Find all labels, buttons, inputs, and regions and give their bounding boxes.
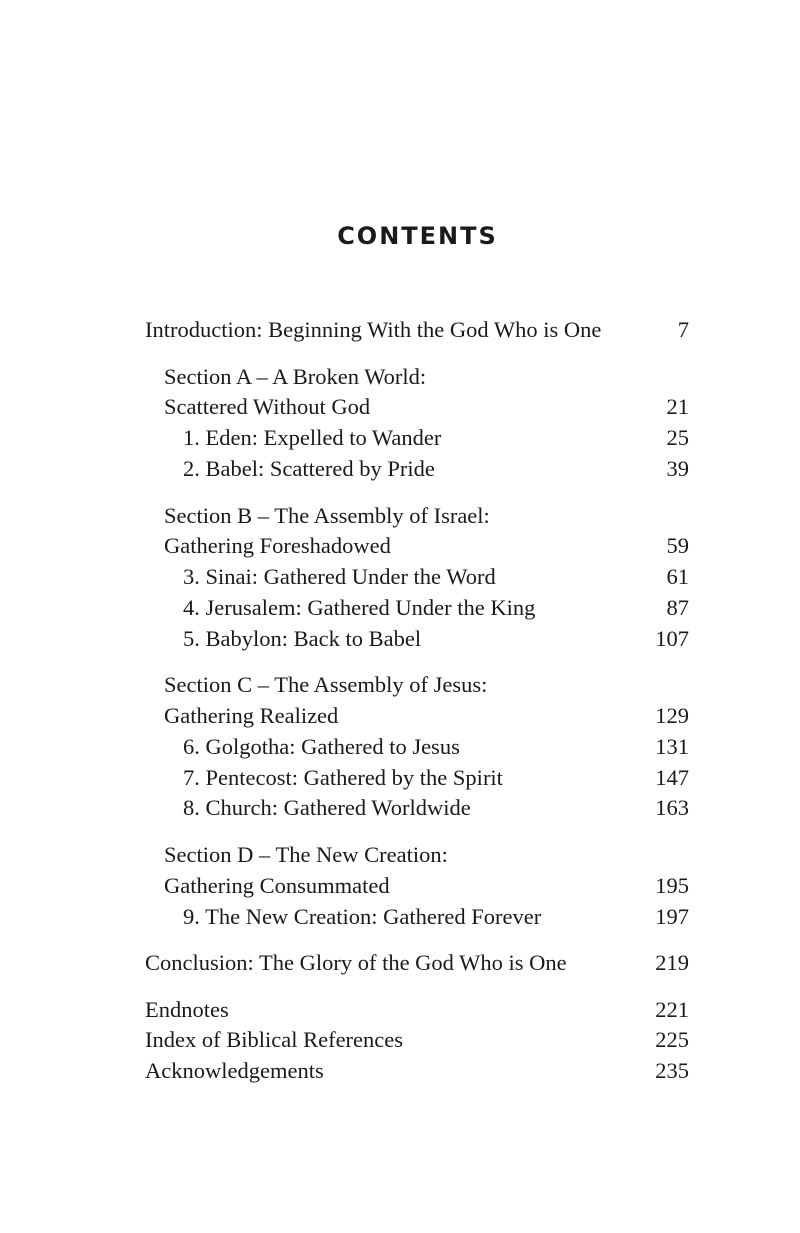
section-heading-label: Section B – The Assembly of Israel: [164, 503, 490, 528]
toc-entry-label: Introduction: Beginning With the God Who is One [145, 317, 602, 342]
toc-entry-section-a[interactable] [164, 392, 689, 422]
toc-entry-label: Gathering Foreshadowed [164, 533, 391, 558]
toc-entry-chapter-5[interactable] [183, 624, 689, 654]
toc-entry-label: Scattered Without God [164, 394, 371, 419]
toc-page-number: 107 [655, 626, 689, 651]
toc-entry-section-c[interactable] [164, 701, 689, 731]
toc-page-number: 197 [655, 904, 689, 929]
toc-entry-label: 2. Babel: Scattered by Pride [183, 456, 435, 481]
toc-page-number: 131 [655, 734, 689, 759]
toc-page-number: 129 [655, 703, 689, 728]
toc-entry-section-d[interactable] [164, 871, 689, 901]
toc-entry-chapter-7[interactable] [183, 763, 689, 793]
toc-page-number: 7 [677, 317, 689, 342]
toc-page-number: 195 [655, 873, 689, 898]
toc-entry-label: 5. Babylon: Back to Babel [183, 626, 422, 651]
toc-page-number: 59 [666, 533, 689, 558]
toc-entry-label: 3. Sinai: Gathered Under the Word [183, 564, 496, 589]
toc-entry-label: Acknowledgements [145, 1058, 324, 1083]
toc-entry-label: 1. Eden: Expelled to Wander [183, 425, 442, 450]
toc-page-number: 163 [655, 795, 689, 820]
toc-entry-introduction[interactable] [145, 315, 689, 345]
page-title: CONTENTS [337, 222, 498, 250]
toc-page-number: 225 [655, 1027, 689, 1052]
toc-entry-chapter-2[interactable] [183, 454, 689, 484]
toc-entry-label: Gathering Consummated [164, 873, 390, 898]
toc-entry-label: 4. Jerusalem: Gathered Under the King [183, 595, 536, 620]
toc-page-number: 87 [666, 595, 689, 620]
toc-entry-label: 9. The New Creation: Gathered Forever [183, 904, 542, 929]
toc-entry-section-b[interactable] [164, 531, 689, 561]
toc-entry-acknowledgements[interactable] [145, 1056, 689, 1086]
toc-page-number: 147 [655, 765, 689, 790]
toc-entry-label: 6. Golgotha: Gathered to Jesus [183, 734, 460, 759]
toc-page-number: 235 [655, 1058, 689, 1083]
toc-entry-chapter-1[interactable] [183, 423, 689, 453]
toc-entry-chapter-4[interactable] [183, 593, 689, 623]
toc-page-number: 221 [655, 997, 689, 1022]
toc-entry-label: Gathering Realized [164, 703, 339, 728]
toc-entry-label: 8. Church: Gathered Worldwide [183, 795, 471, 820]
section-d-heading [164, 840, 689, 870]
toc-page-number: 21 [666, 394, 689, 419]
toc-page-number: 39 [666, 456, 689, 481]
toc-entry-conclusion[interactable] [145, 948, 689, 978]
toc-entry-chapter-8[interactable] [183, 793, 689, 823]
toc-page-number: 61 [666, 564, 689, 589]
section-heading-label: Section D – The New Creation: [164, 842, 448, 867]
section-c-heading [164, 670, 689, 700]
toc-entry-index[interactable] [145, 1025, 689, 1055]
section-heading-label: Section C – The Assembly of Jesus: [164, 672, 488, 697]
toc-page-number: 219 [655, 950, 689, 975]
toc-entry-label: 7. Pentecost: Gathered by the Spirit [183, 765, 503, 790]
section-a-heading [164, 362, 689, 392]
toc-entry-chapter-3[interactable] [183, 562, 689, 592]
toc-page-number: 25 [666, 425, 689, 450]
toc-entry-label: Endnotes [145, 997, 229, 1022]
toc-entry-chapter-6[interactable] [183, 732, 689, 762]
toc-entry-label: Conclusion: The Glory of the God Who is One [145, 950, 567, 975]
toc-entry-chapter-9[interactable] [183, 902, 689, 932]
section-b-heading [164, 501, 689, 531]
toc-entry-label: Index of Biblical References [145, 1027, 404, 1052]
toc-entry-endnotes[interactable] [145, 995, 689, 1025]
section-heading-label: Section A – A Broken World: [164, 364, 427, 389]
